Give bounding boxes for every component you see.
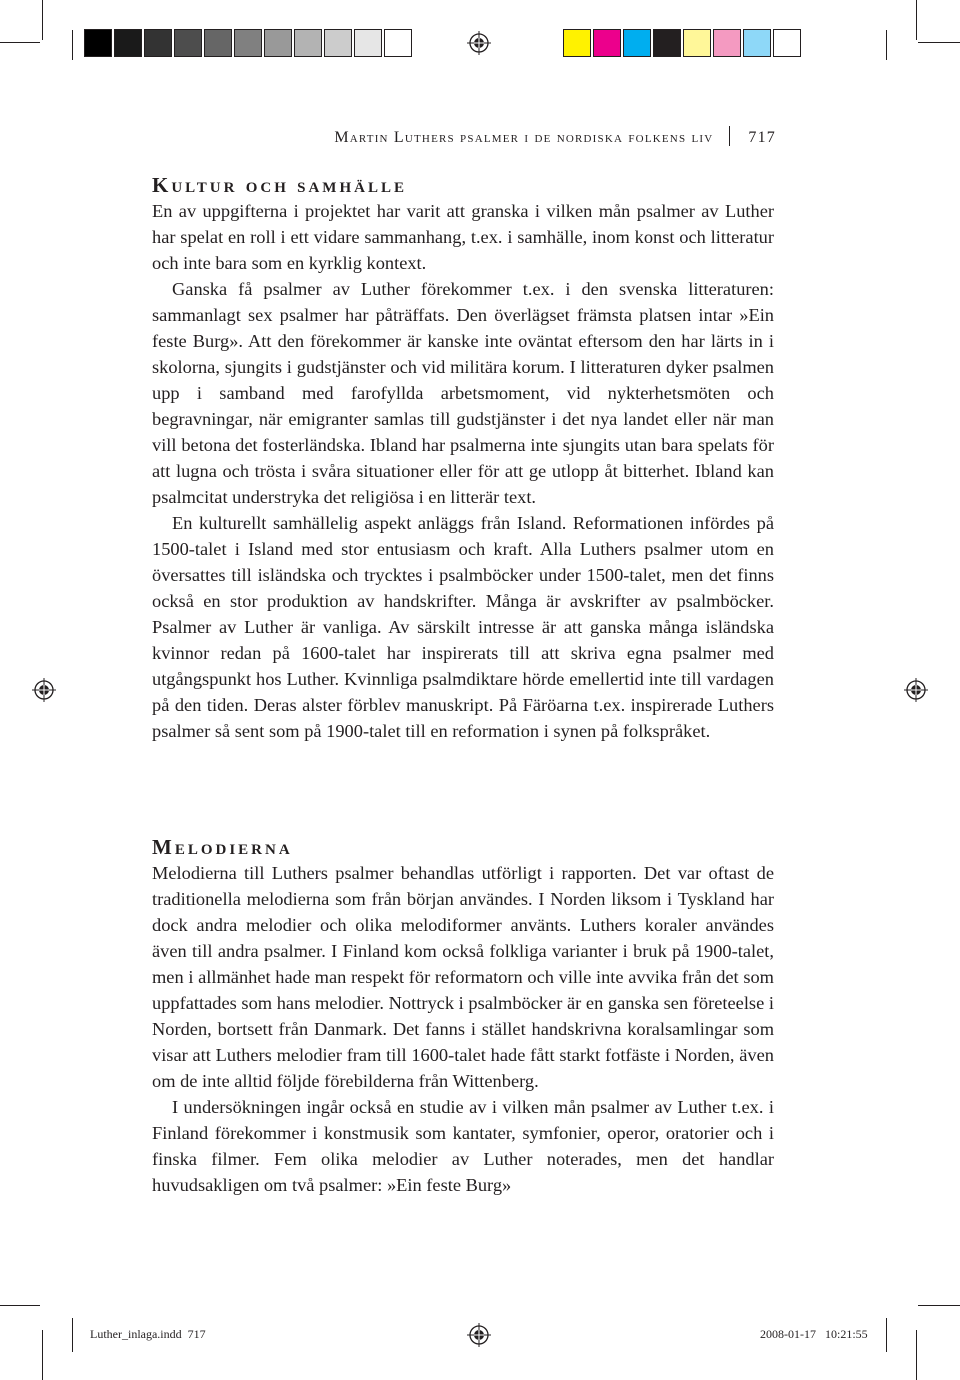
body-paragraph: En kulturellt samhällelig aspekt anläggs från Island. Reformationen infördes på 1500-talet i Island med stor entusiasm och kraft. Alla Luthers psalmer utom en översattes till isländska och trycktes i psalmböcker under 1500-talet, men det finns också en stor produktion av handskrifter. Många är avskrifter av psalmböcker. Psalmer av Luther är vanliga. Av särskilt intresse är att ganska många isländska kvinnor redan på 1600-talet har inspirerats till att skriva egna psalmer med utgångspunkt hos Luther. Kvinnliga psalmdiktare hörde emellertid inte till vardagen på den tiden. Deras alster förblev manuskript. På Färöarna t.ex. inspirerade Luthers psalmer så sent som på 1900-talet till en reformation i synen på folkspråket. [152,513,774,741]
body-paragraph: Melodierna till Luthers psalmer behandlas utförligt i rapporten. Det var oftast de traditionella melodierna som från början användes. I Norden liksom i Tyskland har dock andra melodier och olika melodiformer använts. Luthers koraler användes även till andra psalmer. I Finland kom också folkliga varianter i bruk på 1900-talet, men i allmänhet hade man respekt för reformatorn och ville inte avvika från det som uppfattades som hans melodier. Nottryck i psalmböcker är en ganska sen företeelse i Norden, bortsett från Danmark. Det fanns i stället handskrivna koralsamlingar som visar att Luthers melodier fram till 1600-talet hade fått starkt fotfäste i Norden, även om de inte alltid följde förebilderna från Wittenberg. [152,863,774,1091]
running-header [150,126,776,147]
crop-mark [72,1318,73,1352]
crop-mark [918,42,960,43]
slug-time: 10:21:55 [825,1327,868,1341]
crop-mark [0,1305,40,1306]
page-number: 717 [748,129,776,146]
crop-mark [916,0,917,40]
section-kultur [152,172,774,744]
registration-mark-icon [32,678,56,702]
color-swatch [773,29,801,57]
slug-filename: Luther_inlaga.indd [90,1327,182,1341]
section-heading: Melodierna [152,835,293,859]
color-swatch [384,29,412,57]
color-swatch [174,29,202,57]
slug-date: 2008-01-17 [760,1327,816,1341]
crop-mark [0,42,40,43]
gray-color-bar [84,29,414,57]
color-swatch [234,29,262,57]
color-swatch [653,29,681,57]
color-swatch [264,29,292,57]
body-paragraph: I undersökningen ingår också en studie av i vilken mån psalmer av Luther t.ex. i Finland förekommer i konstmusik som kantater, symfonier, operor, oratorier och i finska filmer. Fem olika melodier av Luther noterades, men det handlar huvudsakligen om två psalmer: »Ein feste Burg» [152,1097,774,1195]
crop-mark [72,30,73,60]
section-heading: Kultur och samhälle [152,173,407,197]
registration-mark-icon [904,678,928,702]
color-swatch [563,29,591,57]
color-swatch [84,29,112,57]
color-swatch [593,29,621,57]
crop-mark [42,0,43,40]
slug-timestamp [760,1327,868,1342]
body-paragraph: Ganska få psalmer av Luther förekommer t.ex. i den svenska litteraturen: sammanlagt sex psalmer har påträffats. Den överlägset främsta platsen intar »Ein feste Burg». Att den förekommer är kanske inte oväntat eftersom den har lärts in i skolorna, sjungits i gudstjänster och vid militära korum. I litteraturen dyker psalmen upp i samband med farofyllda arbetsmoment, vid nykterhetsmöten och begravningar, när emigranter samlas till gudstjänster i det nya landet eller när man vill betona det fosterländska. Ibland har psalmerna inte sjungits utan bara spelats för att lugna och trösta i svåra situationer eller för att ge utlopp åt bitterhet. Ibland kan psalmcitat understryka det religiösa i en litterär text. [152,279,774,507]
registration-mark-icon [467,1323,491,1347]
slug-page: 717 [187,1327,206,1341]
process-color-bar [563,29,803,57]
body-paragraph: En av uppgifterna i projektet har varit att granska i vilken mån psalmer av Luther har spelat en roll i ett vidare sammanhang, t.ex. i samhälle, inom konst och litteratur och inte bara som en kyrklig kontext. [152,201,774,273]
registration-mark-icon [467,31,491,55]
slug-file-info [90,1327,206,1342]
color-swatch [623,29,651,57]
color-swatch [144,29,172,57]
color-swatch [324,29,352,57]
crop-mark [918,1305,960,1306]
crop-mark [886,1318,887,1352]
color-swatch [743,29,771,57]
crop-mark [886,30,887,60]
running-header-title: Martin Luthers psalmer i de nordiska folkens liv [334,129,714,146]
color-swatch [713,29,741,57]
color-swatch [204,29,232,57]
crop-mark [916,1330,917,1380]
header-divider [729,126,730,146]
color-swatch [114,29,142,57]
color-swatch [683,29,711,57]
color-swatch [294,29,322,57]
section-melodierna [152,834,774,1198]
crop-mark [42,1330,43,1380]
color-swatch [354,29,382,57]
